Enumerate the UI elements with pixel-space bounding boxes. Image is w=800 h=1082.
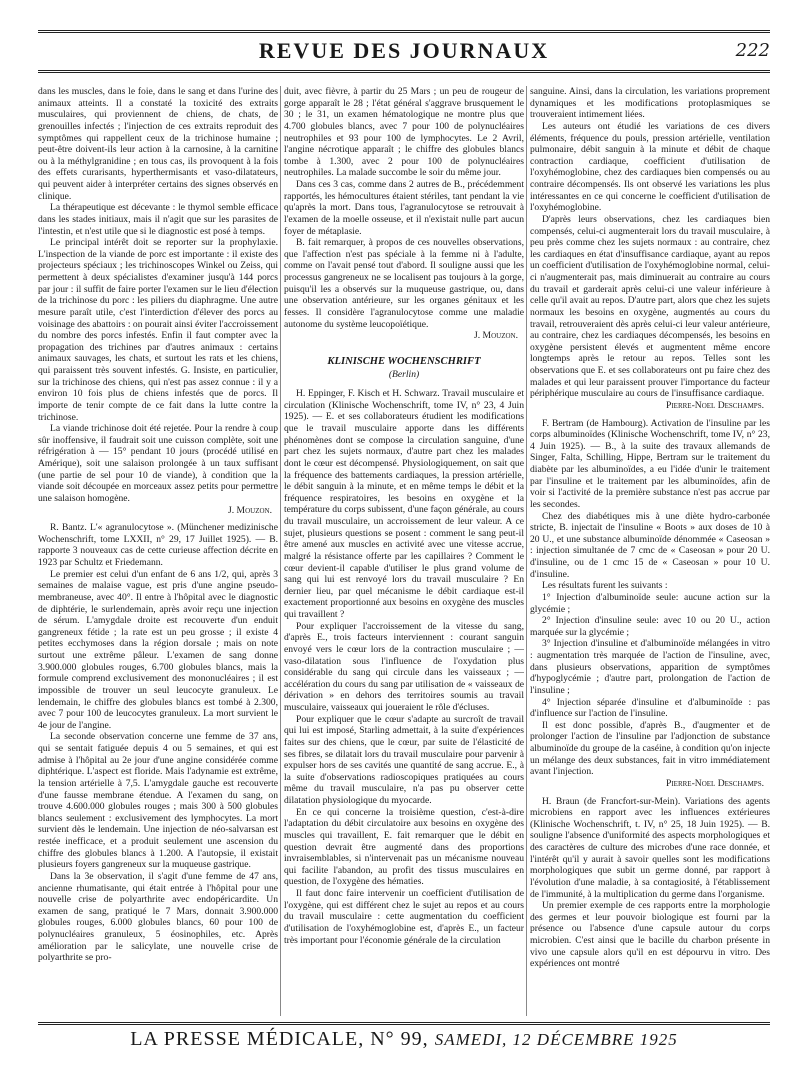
list-item: 3° Injection d'insuline et d'albuminoïde mélangées in vitro : augmentation très marquée de l'action de l'insuline, avec, dans plusieurs observations, apparition de symptômes d'hypoglycémie ; d'autre part, prolongation de l'action de l'insuline ;: [530, 638, 770, 696]
paragraph: La thérapeutique est décevante : le thymol semble efficace dans les stades initiaux, mais il n'agit que sur les parasites de l'intestin, et n'est utile que si le diagnostic est posé à temps.: [38, 202, 278, 237]
section-title: REVUE DES JOURNAUX: [258, 38, 550, 63]
paragraph: Il faut donc faire intervenir un coefficient d'utilisation de l'oxygène, qui est différent chez le sujet au repos et au cours du travail musculaire : cette augmentation du coefficient d'utilisation de l'oxyhémoglobine est, d'après E., un facteur très important pour l'économie générale de la circulation: [284, 888, 524, 946]
column-1: [38, 86, 278, 1016]
paragraph: Chez des diabétiques mis à une diète hydro-carbonée stricte, B. injectait de l'insuline « Boots » aux doses de 10 à 20 U., et une substance albuminoïde dénommée « Caseosan » : injection simultanée de 7 cmc de « Caseosan » pour 20 U. d'insuline, ou de 1 cmc 15 de « Caseosan » pour 10 U. d'insuline.: [530, 510, 770, 580]
column-divider: [526, 86, 527, 1016]
paragraph: Les résultats furent les suivants :: [542, 580, 668, 592]
journal-city: (Berlin): [388, 368, 420, 380]
paragraph: La viande trichinose doit été rejetée. Pour la rendre à coup sûr inoffensive, il faudrait soit une cuisson complète, soit une réfrigération à — 15° pendant 10 jours (procédé utilisé en Amérique), soit une salaison prolongée à un taux suffisant (une partie de sel pour 10 de viande), à condition que la viande soit découpée en morceaux assez petits pour permettre une salaison homogène.: [38, 423, 278, 504]
list-item: 1° Injection d'albuminoïde seule: aucune action sur la glycémie ;: [530, 591, 770, 615]
article-abstract: H. Eppinger, F. Kisch et H. Schwarz. Travail musculaire et circulation (Klinische Wochenschrift, tome IV, n° 23, 4 Juin 1925). — E. et ses collaborateurs étudient les modifications que le travail musculaire apporte dans les différents phénomènes dont se compose la circulation sanguine, d'une part chez les sujets normaux, d'autre part chez les malades dont le cœur est décompensé. Physiologiquement, on sait que la fréquence des battements cardiaques, la pression artérielle, le débit sanguin à la minute, et en même temps le débit et la fréquence respiratoires, les besoins en oxygène et la température du corps subissent, d'une façon générale, au cours du travail musculaire, un accroissement de leur valeur. A ce sujet, plusieurs questions se posent : comment le sang peut-il être amené aux muscles en activité avec une vitesse accrue, malgré la résistance offerte par les capillaires ? Comment le cœur devient-il capable d'utiliser le plus grand volume de sang qui lui est renvoyé lors du travail musculaire ? En dernier lieu, par quel mécanisme le débit cardiaque est-il exactement proportionné aux besoins en oxygène des muscles qui travaillent ?: [284, 388, 524, 621]
paragraph: Un premier exemple de ces rapports entre la morphologie des germes et leur pouvoir biologique est fourni par la présence ou l'absence d'une capsule autour du corps microbien. C'est ainsi que le bacille du charbon présente in vivo une capsule alors qu'il en est dépourvu in vitro. Des expériences ont montré: [530, 900, 770, 970]
paragraph: B. fait remarquer, à propos de ces nouvelles observations, que l'affection n'est pas spéciale à la femme ni à l'adulte, comme on l'avait pensé tout d'abord. Il souligne aussi que les processus gangreneux ne se localisent pas toujours à la gorge, puisqu'il les a observés sur la muqueuse gastrique, ou, dans une observation antérieure, sur les organes génitaux et les fesses. Il considère l'agranulocytose comme une maladie autonome du système leucopoïétique.: [284, 237, 524, 330]
list-item: 4° Injection séparée d'insuline et d'albuminoïde : pas d'influence sur l'action de l'insuline.: [530, 696, 770, 720]
page-number: 222: [735, 40, 770, 61]
paragraph: La seconde observation concerne une femme de 37 ans, qui se sentait fatiguée depuis 4 ou 5 semaines, et qui est admise à l'hôpital au 2e jour d'une angine considérée comme diphtérique. L'aspect est floride. Mais l'adynamie est extrême, la tension artérielle à 7,5. L'amygdale gauche est recouverte d'une fausse membrane étendue. A l'examen du sang, on trouve 4.600.000 globules rouges ; mais 300 à 500 globules blancs seulement : exclusivement des lymphocytes. La mort survient dès le lendemain. Une injection de néo-salvarsan est restée inefficace, et a produit seulement une ascension du chiffre des globules blancs à 1.200. A l'autopsie, il existait plusieurs foyers gangreneux sur la muqueuse gastrique.: [38, 731, 278, 871]
publication-name: LA PRESSE MÉDICALE, N° 99,: [130, 1028, 429, 1050]
paragraph: Pour expliquer que le cœur s'adapte au surcroît de travail qui lui est imposé, Starling admettait, à la suite d'expériences faites sur des chiens, que le cœur, par suite de l'élasticité de ses fibres, se dilatait lors du travail musculaire pour parvenir à expulser hors de ses cavités une quantité de sang accrue. E., à la suite d'observations radioscopiques pratiquées au cours même du travail musculaire, n'a pas pu observer cette dilatation physiologique du myocarde.: [284, 713, 524, 807]
paragraph: En ce qui concerne la troisième question, c'est-à-dire l'adaptation du débit circulatoire aux besoins en oxygène des muscles qui travaillent, E. fait remarquer que le débit en question devrait être augmenté dans des proportions invraisemblables, si n'intervenait pas un mécanisme nouveau qui facilite l'abandon, au profit des tissus musculaires en question, de l'oxygène des hématies.: [284, 806, 524, 888]
column-2: [284, 86, 524, 1016]
column-divider: [280, 86, 281, 1016]
paragraph: Les auteurs ont étudié les variations de ces divers éléments, fréquence du pouls, pression artérielle, ventilation pulmonaire, débit sanguin à la minute et débit de chaque contraction cardiaque, coefficient d'utilisation de l'oxyhémoglobine, chez des cardiaques bien compensés ou au contraire décompensés. Ils ont observé les variations les plus intéressantes en ce qui concerne le coefficient d'utilisation de l'oxyhémoglobine.: [530, 120, 770, 214]
paragraph: Il est donc possible, d'après B., d'augmenter et de prolonger l'action de l'insuline par l'adjonction de substance albuminoïde du groupe de la caséine, à condition qu'on injecte un mélange des deux substances, fait in vitro immédiatement avant l'injection.: [530, 719, 770, 778]
signature: J. Mouzon.: [228, 504, 272, 516]
signature: Pierre-Noel Deschamps.: [666, 399, 764, 411]
footer: [38, 1028, 770, 1051]
article-abstract: R. Bantz. L'« agranulocytose ». (Münchener medizinische Wochenschrift, tome LXXII, n° 29, 17 Juillet 1925). — B. rapporte 3 nouveaux cas de cette curieuse affection décrite en 1923 par Schultz et Friedemann.: [38, 522, 278, 568]
signature: Pierre-Noel Deschamps.: [666, 777, 764, 789]
column-3: [530, 86, 770, 1016]
list-item: 2° Injection d'insuline seule: avec 10 ou 20 U., action marquée sur la glycémie ;: [530, 615, 770, 638]
article-abstract: F. Bertram (de Hambourg). Activation de l'insuline par les corps albuminoïdes (Klinische Wochenschrift, tome IV, n° 23, 4 Juin 1925). — B., à la suite des travaux allemands de Singer, Falta, Schilling, Hippe, Bertram sur le traitement du diabète par les albuminoïdes, a eu l'idée d'unir le traitement par l'insuline et le traitement par les albuminoïdes, afin de voir si l'activité de la première substance n'est pas accrue par les secondes.: [530, 417, 770, 510]
issue-date: SAMEDI, 12 DÉCEMBRE 1925: [434, 1030, 678, 1049]
top-rule: [38, 30, 770, 33]
journal-section-heading: KLINISCHE WOCHENSCHRIFT: [327, 355, 481, 367]
paragraph: sanguine. Ainsi, dans la circulation, les variations proprement dynamiques et les modifications protoplasmiques se trouveraient intimement liées.: [530, 86, 770, 121]
paragraph: Le premier est celui d'un enfant de 6 ans 1/2, qui, après 3 semaines de malaise vague, est pris d'une angine pseudo-membraneuse, avec 40°. Il entre à l'hôpital avec le diagnostic de diphtérie, le surlendemain, après avoir reçu une injection de sérum. L'amygdale droite est recouverte d'un enduit gangreneux fétide ; la rate est un peu grosse ; il existe 4 petites ecchymoses dans la région dorsale ; mais on note surtout une extrême pâleur. L'examen de sang donne 3.900.000 globules rouges, 6.700 globules blancs, mais la formule comprend exclusivement des mononucléaires ; il est impossible de trouver un seul leucocyte granuleux. Le lendemain, le chiffre des globules blancs est tombé à 2.300, avec 7 pour 100 de leucocytes granuleux. La mort survient le 4e jour de l'angine.: [38, 568, 278, 731]
article-abstract: H. Braun (de Francfort-sur-Mein). Variations des agents microbiens en rapport avec les influences extérieures (Klinische Wochenschrift, t. IV, n° 25, 18 Juin 1925). — B. souligne l'absence d'uniformité des aspects morphologiques et des caractères de culture des microbes d'une race donnée, et l'intérêt qu'il y aurait à savoir quelles sont les modifications morphologiques que subit un germe donné, par rapport à l'évolution d'une maladie, à sa contagiosité, à l'établissement de l'immunité, à la multiplication du germe dans l'organisme.: [530, 795, 770, 900]
masthead: [38, 38, 770, 66]
paragraph: dans les muscles, dans le foie, dans le sang et dans l'urine des animaux atteints. Il a constaté la toxicité des extraits musculaires, qui proviennent de chiens, de chats, de grenouilles infectés ; l'injection de ces extraits reproduit des symptômes qui rappellent ceux de la trichinose humaine ; peut-être doivent-ils leur action à la carnosine, à la carnitine ou à la méthylgranidine ; en tous cas, ils provoquent à la fois des effets curarisants, hyperthermisants et vaso-dilatateurs, qui peuvent aider à interpréter certains des signes observés en clinique.: [38, 86, 278, 202]
signature: J. Mouzon.: [474, 330, 518, 342]
paragraph: Le principal intérêt doit se reporter sur la prophylaxie. L'inspection de la viande de porc est importante : il existe des projecteurs spéciaux ; les trichinoscopes Winkel ou Zeiss, qui permettent à deux spécialistes d'examiner jusqu'à 144 porcs par jour : il suffit de faire porter l'examen sur le lieu d'élection de la trichinose du porc : les piliers du diaphragme. Une autre mesure paraît utile, c'est l'interdiction d'élever des porcs au voisinage des abattoirs : on pourait ainsi éviter l'accroissement du nombre des porcs infestés. Enfin il faut compter avec la propagation des trichines par d'autres animaux : certains animaux sauvages, les chats, et surtout les rats et les chiens, qui paraissent très souvent infestés. G. Insiste, en particulier, sur la trichinose des chiens, qui n'est pas assez connue : il y a environ 10 fois plus de chiens infestés que de porcs. Il importe de tenir compte de ce fait dans la lutte contre la trichinose.: [38, 237, 278, 423]
header-rule: [38, 70, 770, 73]
paragraph: duit, avec fièvre, à partir du 25 Mars ; un peu de rougeur de gorge apparaît le 28 ; l'état général s'aggrave brusquement le 30 ; le 31, un examen hématologique ne montre plus que 4.700 globules blancs, avec 7 pour 100 de polynucléaires neutrophiles et 93 pour 100 de lymphocytes. Le 2 Avril, l'angine nécrotique apparaît ; le chiffre des globules blancs tombe à 1.300, avec 2 pour 100 de polynucléaires neutrophiles. La malade succombe le soir du même jour.: [284, 86, 524, 179]
paragraph: Dans ces 3 cas, comme dans 2 autres de B., précédemment rapportés, les hémocultures étaient stériles, tant pendant la vie qu'après la mort. Dans tous, l'agranulocytose se retrouvait à l'examen de la moelle osseuse, et il n'existait nulle part aucun foyer de métaplasie.: [284, 179, 524, 237]
paragraph: Pour expliquer l'accroissement de la vitesse du sang, d'après E., trois facteurs interviennent : courant sanguin envoyé vers le cœur lors de la contraction musculaire ; — vaso-dilatation sous l'influence de l'oxydation plus considérable du sang qui circule dans les vaisseaux ; — accélération du cours du sang par utilisation de « vaisseaux de dérivation » en dehors des territoires soumis au travail musculaire, vaisseaux qui joueraient le rôle d'écluses.: [284, 620, 524, 714]
paragraph: D'après leurs observations, chez les cardiaques bien compensés, celui-ci augmenterait lors du travail musculaire, à peu près comme chez les sujets normaux : au contraire, chez les cardiaques en état d'insuffisance cardiaque, ayant au repos un coefficient d'utilisation de l'oxyhémoglobine normal, celui-ci n'augmenterait pas, mais diminuerait au contraire au cours du travail et garderait après celui-ci une valeur inférieure à celle qu'il avait au repos. D'autre part, alors que chez les sujets normaux les besoins en oxygène, augmentés au cours du travail, retrouveraient dès après celui-ci leur valeur antérieure, au contraire, chez les cardiaques décompensés, les besoins en oxygène persistent élevés et augmentent même encore longtemps après le retour au repos. Telles sont les observations que E. et ses collaborateurs ont pu faire chez des malades et qui leur paraissent prouver l'importance du facteur périphérique musculaire au cours de l'insuffisance cardiaque.: [530, 213, 770, 400]
paragraph: Dans la 3e observation, il s'agit d'une femme de 47 ans, ancienne rhumatisante, qui était entrée à l'hôpital pour une nouvelle crise de polyarthrite avec endopéricardite. Un examen de sang, pratiqué le 7 Mars, donnait 3.900.000 globules rouges, 6.000 globules blancs, 60 pour 100 de polynucléaires granuleux, 5 éosinophiles, etc. Après amélioration par le salicylate, une nouvelle crise de polyarthrite se pro-: [38, 870, 278, 964]
footer-rule: [38, 1022, 770, 1025]
